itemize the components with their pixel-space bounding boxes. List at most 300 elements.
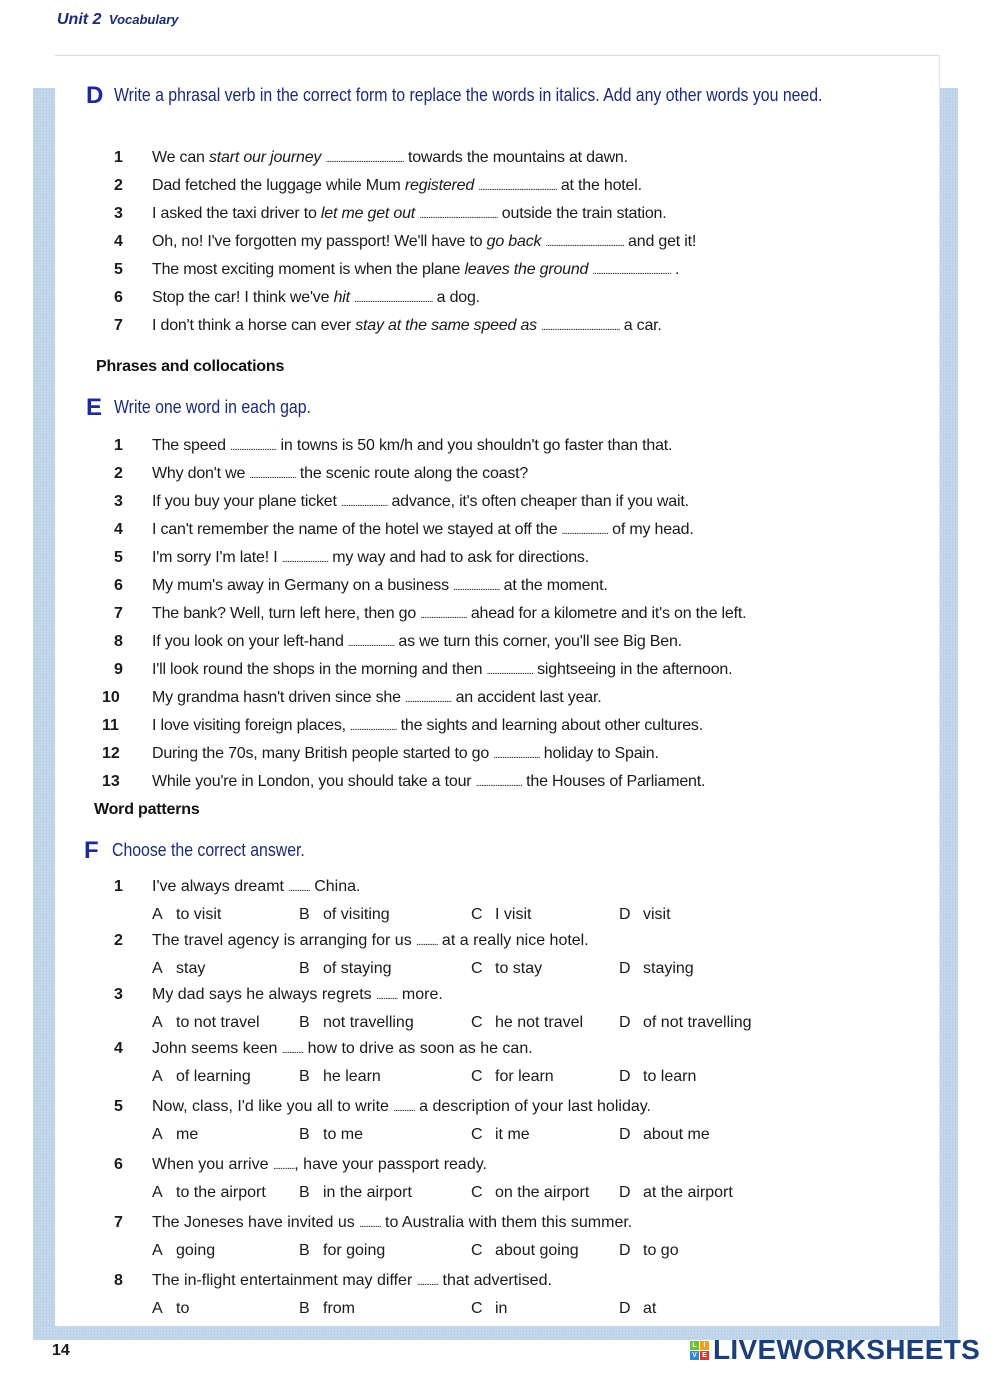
option-d[interactable] bbox=[619, 1064, 696, 1090]
answer-blank[interactable]: ............ bbox=[393, 1103, 415, 1114]
exercise-item bbox=[100, 545, 746, 573]
option-text: stay bbox=[176, 960, 206, 977]
option-letter: D bbox=[619, 960, 631, 977]
text-after: in towns is 50 km/h and you shouldn't go faster than that. bbox=[276, 437, 673, 454]
option-letter: A bbox=[152, 1126, 163, 1143]
exercise-item bbox=[100, 145, 696, 173]
option-b[interactable] bbox=[299, 1122, 471, 1148]
option-letter: B bbox=[299, 1242, 310, 1259]
option-letter: C bbox=[471, 960, 483, 977]
option-b[interactable] bbox=[299, 956, 471, 982]
item-number: 1 bbox=[114, 149, 123, 166]
exercise-item bbox=[100, 229, 696, 257]
option-letter: D bbox=[619, 1126, 631, 1143]
exercise-instruction: Write a phrasal verb in the correct form to replace the words in italics. Add any other words you need. bbox=[114, 85, 823, 105]
item-text bbox=[152, 433, 672, 461]
text-before: I asked the taxi driver to bbox=[152, 205, 321, 222]
text-before: I've always dreamt bbox=[152, 878, 289, 895]
item-text bbox=[152, 173, 642, 201]
answer-blank[interactable]: ............................................ bbox=[354, 294, 433, 305]
option-letter: D bbox=[619, 1068, 631, 1085]
answer-blank[interactable]: ............ bbox=[376, 991, 398, 1002]
question-text bbox=[152, 1268, 552, 1296]
answer-blank[interactable]: ............ bbox=[416, 937, 438, 948]
item-text bbox=[152, 145, 628, 173]
option-a[interactable] bbox=[152, 1064, 299, 1090]
exercise-item bbox=[100, 685, 746, 713]
option-text: to bbox=[176, 1300, 190, 1317]
option-letter: C bbox=[471, 1014, 483, 1031]
answer-blank[interactable]: .......................... bbox=[475, 778, 522, 789]
text-after: at the hotel. bbox=[556, 177, 642, 194]
item-text bbox=[152, 573, 608, 601]
exercise-e-header bbox=[86, 396, 994, 420]
mc-question bbox=[100, 1210, 752, 1264]
question-line bbox=[100, 1268, 752, 1296]
item-number: 4 bbox=[114, 1040, 123, 1057]
exercise-f-header bbox=[84, 839, 992, 863]
text-after: ahead for a kilometre and it's on the left. bbox=[466, 605, 747, 622]
item-number: 4 bbox=[114, 521, 123, 538]
option-b[interactable] bbox=[299, 1296, 471, 1322]
text-after: sightseeing in the afternoon. bbox=[532, 661, 733, 678]
exercise-item bbox=[100, 629, 746, 657]
text-after: advance, it's often cheaper than if you wait. bbox=[387, 493, 689, 510]
logo-square: E bbox=[700, 1351, 709, 1360]
option-text: he learn bbox=[323, 1068, 381, 1085]
question-text bbox=[152, 1094, 651, 1122]
italic-phrase: hit bbox=[333, 289, 350, 306]
option-d[interactable] bbox=[619, 1296, 656, 1322]
item-number: 13 bbox=[102, 773, 120, 790]
option-text: to learn bbox=[643, 1068, 697, 1085]
exercise-item bbox=[100, 489, 746, 517]
text-after: to Australia with them this summer. bbox=[380, 1214, 633, 1231]
answer-blank[interactable]: .......................... bbox=[493, 750, 540, 761]
option-letter: A bbox=[152, 906, 163, 923]
text-before: I love visiting foreign places, bbox=[152, 717, 351, 734]
question-line bbox=[100, 982, 752, 1010]
option-d[interactable] bbox=[619, 1122, 710, 1148]
exercise-letter: D bbox=[86, 82, 104, 109]
option-c[interactable] bbox=[471, 1238, 619, 1264]
item-number: 7 bbox=[114, 1214, 123, 1231]
option-a[interactable] bbox=[152, 1238, 299, 1264]
mc-question bbox=[100, 1036, 752, 1090]
mc-question bbox=[100, 928, 752, 982]
liveworksheets-logo[interactable] bbox=[690, 1334, 980, 1366]
option-letter: B bbox=[299, 1300, 310, 1317]
answer-options bbox=[152, 1064, 752, 1090]
text-before: The speed bbox=[152, 437, 231, 454]
option-letter: A bbox=[152, 1184, 163, 1201]
item-number: 5 bbox=[114, 1098, 123, 1115]
question-line bbox=[100, 1094, 752, 1122]
option-text: he not travel bbox=[495, 1014, 584, 1031]
item-text bbox=[152, 685, 602, 713]
option-letter: D bbox=[619, 1242, 631, 1259]
exercise-d-items bbox=[100, 145, 696, 341]
item-text bbox=[152, 257, 679, 285]
option-letter: A bbox=[152, 960, 163, 977]
question-text bbox=[152, 1152, 487, 1180]
answer-blank[interactable]: ............................................ bbox=[325, 154, 404, 165]
text-after: at a really nice hotel. bbox=[437, 932, 589, 949]
answer-blank[interactable]: ............................................ bbox=[541, 322, 620, 333]
item-text bbox=[152, 545, 589, 573]
answer-blank[interactable]: .......................... bbox=[347, 638, 395, 649]
text-before: John seems keen bbox=[152, 1040, 282, 1057]
question-line bbox=[100, 1152, 752, 1180]
text-before: My grandma hasn't driven since she bbox=[152, 689, 406, 706]
option-c[interactable] bbox=[471, 956, 619, 982]
logo-square: I bbox=[700, 1341, 709, 1350]
text-after: a dog. bbox=[432, 289, 480, 306]
item-number: 2 bbox=[114, 932, 123, 949]
text-after: , have your passport ready. bbox=[294, 1156, 487, 1173]
exercise-instruction: Choose the correct answer. bbox=[112, 840, 305, 860]
option-letter: D bbox=[619, 906, 631, 923]
answer-blank[interactable]: ............ bbox=[288, 883, 310, 894]
text-before: If you buy your plane ticket bbox=[152, 493, 341, 510]
item-text bbox=[152, 769, 705, 797]
italic-phrase: let me get out bbox=[320, 205, 416, 222]
option-c[interactable] bbox=[471, 1180, 619, 1206]
option-c[interactable] bbox=[471, 1010, 619, 1036]
text-after: the scenic route along the coast? bbox=[295, 465, 529, 482]
text-before: Dad fetched the luggage while Mum bbox=[152, 177, 405, 194]
question-text bbox=[152, 982, 443, 1010]
option-a[interactable] bbox=[152, 1010, 299, 1036]
mc-question bbox=[100, 874, 752, 928]
item-text bbox=[152, 713, 703, 741]
question-text bbox=[152, 874, 360, 902]
exercise-item bbox=[100, 173, 696, 201]
item-number: 2 bbox=[114, 177, 123, 194]
answer-blank[interactable]: ............................................ bbox=[478, 182, 557, 193]
option-text: of learning bbox=[176, 1068, 251, 1085]
exercise-item bbox=[100, 713, 746, 741]
exercise-item bbox=[100, 461, 746, 489]
option-c[interactable] bbox=[471, 1296, 619, 1322]
option-text: for going bbox=[323, 1242, 386, 1259]
text-before: My dad says he always regrets bbox=[152, 986, 377, 1003]
exercise-item bbox=[100, 201, 696, 229]
text-before: Stop the car! I think we've bbox=[152, 289, 334, 306]
item-number: 7 bbox=[114, 317, 123, 334]
mc-question bbox=[100, 1268, 752, 1322]
answer-blank[interactable]: ............ bbox=[359, 1219, 381, 1230]
exercise-letter: F bbox=[84, 837, 99, 864]
option-letter: C bbox=[471, 1068, 483, 1085]
option-a[interactable] bbox=[152, 956, 299, 982]
text-before: When you arrive bbox=[152, 1156, 273, 1173]
text-before: Why don't we bbox=[152, 465, 250, 482]
exercise-item bbox=[100, 741, 746, 769]
item-number: 7 bbox=[114, 605, 123, 622]
option-text: not travelling bbox=[323, 1014, 414, 1031]
text-after: China. bbox=[309, 878, 361, 895]
answer-blank[interactable]: ............ bbox=[281, 1045, 304, 1056]
item-number: 9 bbox=[114, 661, 123, 678]
option-text: for learn bbox=[495, 1068, 554, 1085]
option-text: to stay bbox=[495, 960, 543, 977]
text-after: at the moment. bbox=[499, 577, 608, 594]
option-letter: A bbox=[152, 1068, 163, 1085]
option-letter: D bbox=[619, 1184, 631, 1201]
exercise-instruction: Write one word in each gap. bbox=[114, 397, 311, 417]
text-before: The Joneses have invited us bbox=[152, 1214, 360, 1231]
answer-blank[interactable]: .......................... bbox=[281, 554, 328, 565]
option-d[interactable] bbox=[619, 1180, 733, 1206]
item-text bbox=[152, 229, 696, 257]
item-text bbox=[152, 629, 682, 657]
text-before: The travel agency is arranging for us bbox=[152, 932, 417, 949]
option-d[interactable] bbox=[619, 1238, 679, 1264]
option-c[interactable] bbox=[471, 1122, 619, 1148]
option-letter: B bbox=[299, 1014, 310, 1031]
mc-question bbox=[100, 1152, 752, 1206]
text-after: as we turn this corner, you'll see Big Ben. bbox=[394, 633, 682, 650]
italic-phrase: go back bbox=[486, 233, 542, 250]
answer-blank[interactable]: .......................... bbox=[230, 442, 277, 453]
option-letter: C bbox=[471, 1126, 483, 1143]
item-number: 6 bbox=[114, 1156, 123, 1173]
option-c[interactable] bbox=[471, 1064, 619, 1090]
exercise-item bbox=[100, 433, 746, 461]
option-letter: C bbox=[471, 1184, 483, 1201]
unit-header bbox=[57, 11, 179, 29]
exercise-item bbox=[100, 285, 696, 313]
option-text: to not travel bbox=[176, 1014, 260, 1031]
option-text: from bbox=[323, 1300, 355, 1317]
option-a[interactable] bbox=[152, 1296, 299, 1322]
option-d[interactable] bbox=[619, 1010, 752, 1036]
exercise-item bbox=[100, 257, 696, 285]
item-number: 6 bbox=[114, 577, 123, 594]
option-text: staying bbox=[643, 960, 694, 977]
item-text bbox=[152, 461, 528, 489]
section-heading-phrases: Phrases and collocations bbox=[96, 358, 285, 375]
option-letter: B bbox=[299, 1126, 310, 1143]
option-letter: C bbox=[471, 906, 483, 923]
option-text: at bbox=[643, 1300, 657, 1317]
option-text: of not travelling bbox=[643, 1014, 752, 1031]
option-letter: B bbox=[299, 1068, 310, 1085]
option-b[interactable] bbox=[299, 1010, 471, 1036]
answer-blank[interactable]: .......................... bbox=[453, 582, 500, 593]
option-letter: A bbox=[152, 1242, 163, 1259]
option-text: to me bbox=[323, 1126, 364, 1143]
option-d[interactable] bbox=[619, 956, 694, 982]
answer-options bbox=[152, 1238, 752, 1264]
italic-phrase: stay at the same speed as bbox=[355, 317, 537, 334]
answer-blank[interactable]: .......................... bbox=[340, 498, 388, 509]
item-number: 3 bbox=[114, 205, 123, 222]
exercise-item bbox=[100, 657, 746, 685]
item-text bbox=[152, 517, 694, 545]
answer-blank[interactable]: ............ bbox=[272, 1161, 295, 1172]
answer-options bbox=[152, 956, 752, 982]
item-text bbox=[152, 313, 662, 341]
exercise-item bbox=[100, 573, 746, 601]
option-text: me bbox=[176, 1126, 199, 1143]
page-number: 14 bbox=[52, 1342, 70, 1359]
text-after: the sights and learning about other cultures. bbox=[396, 717, 703, 734]
item-number: 5 bbox=[114, 261, 123, 278]
logo-icon bbox=[690, 1341, 709, 1360]
item-number: 10 bbox=[102, 689, 120, 706]
answer-options bbox=[152, 1010, 752, 1036]
exercise-e-items bbox=[100, 433, 746, 797]
text-before: My mum's away in Germany on a business bbox=[152, 577, 454, 594]
item-number: 6 bbox=[114, 289, 123, 306]
item-number: 2 bbox=[114, 465, 123, 482]
text-before: While you're in London, you should take a tour bbox=[152, 773, 476, 790]
text-after: of my head. bbox=[607, 521, 694, 538]
text-after: towards the mountains at dawn. bbox=[403, 149, 628, 166]
item-text bbox=[152, 741, 659, 769]
answer-blank[interactable]: ............ bbox=[416, 1277, 439, 1288]
option-text: on the airport bbox=[495, 1184, 590, 1201]
option-a[interactable] bbox=[152, 1122, 299, 1148]
option-text: about me bbox=[643, 1126, 710, 1143]
item-number: 11 bbox=[102, 717, 119, 734]
text-after: how to drive as soon as he can. bbox=[303, 1040, 533, 1057]
exercise-item bbox=[100, 313, 696, 341]
item-text bbox=[152, 489, 689, 517]
item-number: 8 bbox=[114, 1272, 123, 1289]
text-after: outside the train station. bbox=[497, 205, 667, 222]
item-number: 3 bbox=[114, 493, 123, 510]
item-number: 5 bbox=[114, 549, 123, 566]
text-after: that advertised. bbox=[438, 1272, 552, 1289]
item-number: 4 bbox=[114, 233, 123, 250]
text-before: If you look on your left-hand bbox=[152, 633, 348, 650]
option-text: to visit bbox=[176, 906, 222, 923]
option-c[interactable] bbox=[471, 902, 619, 928]
option-letter: B bbox=[299, 1184, 310, 1201]
option-b[interactable] bbox=[299, 1238, 471, 1264]
answer-options bbox=[152, 1122, 752, 1148]
option-letter: A bbox=[152, 1014, 163, 1031]
item-number: 8 bbox=[114, 633, 123, 650]
answer-blank[interactable]: .......................... bbox=[486, 666, 533, 677]
item-number: 1 bbox=[114, 878, 123, 895]
option-b[interactable] bbox=[299, 902, 471, 928]
question-text bbox=[152, 928, 589, 956]
exercise-item bbox=[100, 601, 746, 629]
text-before: We can bbox=[152, 149, 209, 166]
answer-blank[interactable]: ............................................ bbox=[545, 238, 624, 249]
question-text bbox=[152, 1036, 533, 1064]
text-before: I can't remember the name of the hotel we stayed at off the bbox=[152, 521, 562, 538]
section-heading-word-patterns: Word patterns bbox=[94, 801, 200, 818]
option-letter: C bbox=[471, 1300, 483, 1317]
item-number: 12 bbox=[102, 745, 120, 762]
text-before: Oh, no! I've forgotten my passport! We'll have to bbox=[152, 233, 487, 250]
question-line bbox=[100, 928, 752, 956]
option-letter: B bbox=[299, 906, 310, 923]
option-text: in the airport bbox=[323, 1184, 412, 1201]
text-after: the Houses of Parliament. bbox=[521, 773, 706, 790]
answer-blank[interactable]: .......................... bbox=[561, 526, 608, 537]
answer-blank[interactable]: ............................................ bbox=[419, 210, 498, 221]
exercise-d-header bbox=[86, 84, 974, 108]
option-text: it me bbox=[495, 1126, 530, 1143]
answer-blank[interactable]: .......................... bbox=[350, 722, 397, 733]
text-after: and get it! bbox=[623, 233, 697, 250]
italic-phrase: leaves the ground bbox=[464, 261, 589, 278]
option-b[interactable] bbox=[299, 1180, 471, 1206]
answer-options bbox=[152, 902, 752, 928]
option-d[interactable] bbox=[619, 902, 671, 928]
text-before: During the 70s, many British people started to go bbox=[152, 745, 494, 762]
option-text: to the airport bbox=[176, 1184, 266, 1201]
answer-blank[interactable]: ............................................ bbox=[592, 266, 671, 277]
item-text bbox=[152, 201, 667, 229]
question-line bbox=[100, 874, 752, 902]
text-before: I don't think a horse can ever bbox=[152, 317, 356, 334]
option-text: of staying bbox=[323, 960, 392, 977]
text-after: an accident last year. bbox=[451, 689, 602, 706]
section-label: Vocabulary bbox=[108, 12, 179, 27]
item-number: 3 bbox=[114, 986, 123, 1003]
item-text bbox=[152, 601, 746, 629]
text-before: The in-flight entertainment may differ bbox=[152, 1272, 417, 1289]
option-text: to go bbox=[643, 1242, 679, 1259]
option-a[interactable] bbox=[152, 1180, 299, 1206]
text-before: I'll look round the shops in the morning and then bbox=[152, 661, 487, 678]
unit-label: Unit 2 bbox=[57, 11, 102, 28]
answer-blank[interactable]: .......................... bbox=[249, 470, 296, 481]
exercise-f-items bbox=[100, 874, 752, 1326]
option-text: I visit bbox=[495, 906, 532, 923]
logo-square: L bbox=[690, 1341, 699, 1350]
exercise-letter: E bbox=[86, 394, 103, 421]
mc-question bbox=[100, 982, 752, 1036]
text-before: I'm sorry I'm late! I bbox=[152, 549, 282, 566]
option-text: at the airport bbox=[643, 1184, 733, 1201]
text-after: a car. bbox=[619, 317, 662, 334]
option-text: in bbox=[495, 1300, 508, 1317]
text-after: my way and had to ask for directions. bbox=[327, 549, 589, 566]
answer-blank[interactable]: .......................... bbox=[405, 694, 452, 705]
option-b[interactable] bbox=[299, 1064, 471, 1090]
option-letter: B bbox=[299, 960, 310, 977]
text-after: . bbox=[670, 261, 680, 278]
option-text: visit bbox=[643, 906, 671, 923]
answer-options bbox=[152, 1296, 752, 1322]
option-letter: D bbox=[619, 1014, 631, 1031]
item-text bbox=[152, 657, 732, 685]
answer-blank[interactable]: .......................... bbox=[420, 610, 467, 621]
option-text: of visiting bbox=[323, 906, 390, 923]
option-letter: C bbox=[471, 1242, 483, 1259]
question-line bbox=[100, 1210, 752, 1238]
text-before: Now, class, I'd like you all to write bbox=[152, 1098, 394, 1115]
text-after: more. bbox=[397, 986, 443, 1003]
option-text: about going bbox=[495, 1242, 579, 1259]
text-after: a description of your last holiday. bbox=[414, 1098, 651, 1115]
question-line bbox=[100, 1036, 752, 1064]
exercise-item bbox=[100, 769, 746, 797]
option-text: going bbox=[176, 1242, 216, 1259]
exercise-item bbox=[100, 517, 746, 545]
italic-phrase: start our journey bbox=[209, 149, 322, 166]
logo-text: LIVEWORKSHEETS bbox=[713, 1334, 981, 1365]
option-a[interactable] bbox=[152, 902, 299, 928]
